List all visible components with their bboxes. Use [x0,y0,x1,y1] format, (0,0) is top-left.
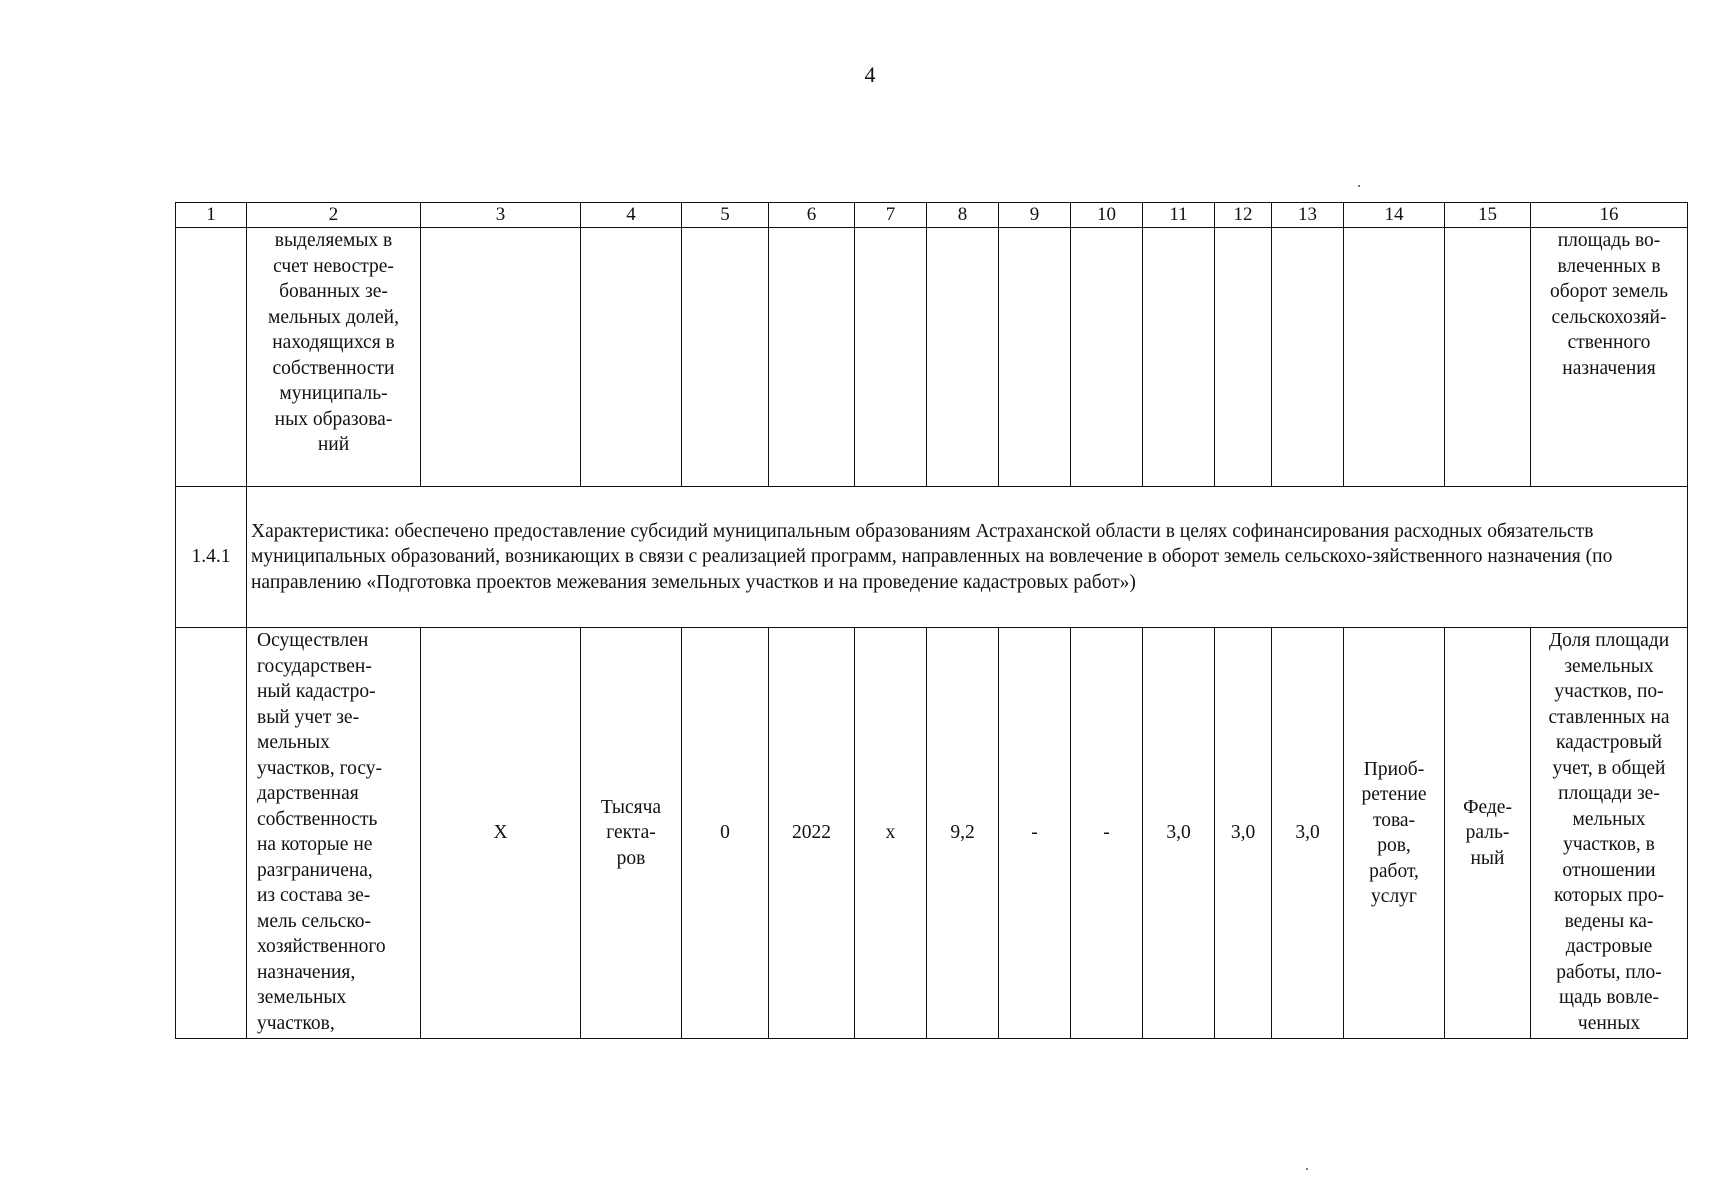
table-cell [682,228,769,487]
page-number: 4 [864,62,876,87]
column-number: 6 [769,203,855,228]
characteristic-number: 1.4.1 [176,487,247,628]
continuation-col2-cell: выделяемых в счет невостре- бованных зе- мельных долей, находящихся в собственности муниципаль- ных образова- ний [247,228,421,487]
table-cell [176,228,247,487]
table-cell [769,228,855,487]
item-col13-cell: 3,0 [1272,628,1344,1039]
table-cell [1143,228,1215,487]
column-number: 10 [1071,203,1143,228]
continuation-row [176,228,1688,487]
item-col1-cell [176,628,247,1039]
item-col12-cell: 3,0 [1215,628,1272,1039]
item-row [176,628,1688,1039]
column-number: 16 [1531,203,1688,228]
column-number: 7 [855,203,927,228]
column-number: 9 [999,203,1071,228]
table-cell [1344,228,1445,487]
scan-speck [1358,185,1360,187]
characteristic-text: Характеристика: обеспечено предоставление субсидий муниципальным образованиям Астраханской области в целях софинансирования расходных обязательств муниципальных образований, возникающих в связи с реализацией программ, направленных на вовлечение в оборот земель сельскохо-зяйственного назначения (по направлению «Подготовка проектов межевания земельных участков и на проведение кадастровых работ») [247,487,1688,628]
item-col8-cell: 9,2 [927,628,999,1039]
column-number: 3 [421,203,581,228]
item-col7-cell: х [855,628,927,1039]
table-cell [1272,228,1344,487]
column-number-row [176,203,1688,228]
table-cell [855,228,927,487]
item-col9-cell: - [999,628,1071,1039]
item-col5-cell: 0 [682,628,769,1039]
column-number: 1 [176,203,247,228]
item-col10-cell: - [1071,628,1143,1039]
item-budget-level-cell: Феде- раль- ный [1445,628,1531,1039]
column-number: 14 [1344,203,1445,228]
scan-speck [1306,1168,1308,1170]
continuation-col16-cell: площадь во- влеченных в оборот земель сельскохозяй- ственного назначения [1531,228,1688,487]
item-col11-cell: 3,0 [1143,628,1215,1039]
column-number: 2 [247,203,421,228]
item-col3-cell: Х [421,628,581,1039]
column-number: 12 [1215,203,1272,228]
item-indicator-cell: Доля площади земельных участков, по- ставленных на кадастровый учет, в общей площади зе- мельных участков, в отношении которых про- ведены ка- дастровые работы, пло- щадь вовле- ченных [1531,628,1688,1039]
table-cell [1445,228,1531,487]
table-cell [999,228,1071,487]
table-cell [421,228,581,487]
table-cell [1071,228,1143,487]
column-number: 4 [581,203,682,228]
item-unit-cell: Тысяча гекта- ров [581,628,682,1039]
item-expense-type-cell: Приоб- ретение това- ров, работ, услуг [1344,628,1445,1039]
table-cell [927,228,999,487]
column-number: 5 [682,203,769,228]
table-cell [1215,228,1272,487]
item-year-cell: 2022 [769,628,855,1039]
column-number: 13 [1272,203,1344,228]
table-cell [581,228,682,487]
characteristic-row [176,487,1688,628]
column-number: 8 [927,203,999,228]
column-number: 11 [1143,203,1215,228]
program-table [175,202,1688,1039]
item-description-cell: Осуществлен государствен- ный кадастро- вый учет зе- мельных участков, госу- дарственная собственность на которые не разграничена, из состава зе- мель сельско- хозяйственного назначения, земельных участков, [247,628,421,1039]
column-number: 15 [1445,203,1531,228]
